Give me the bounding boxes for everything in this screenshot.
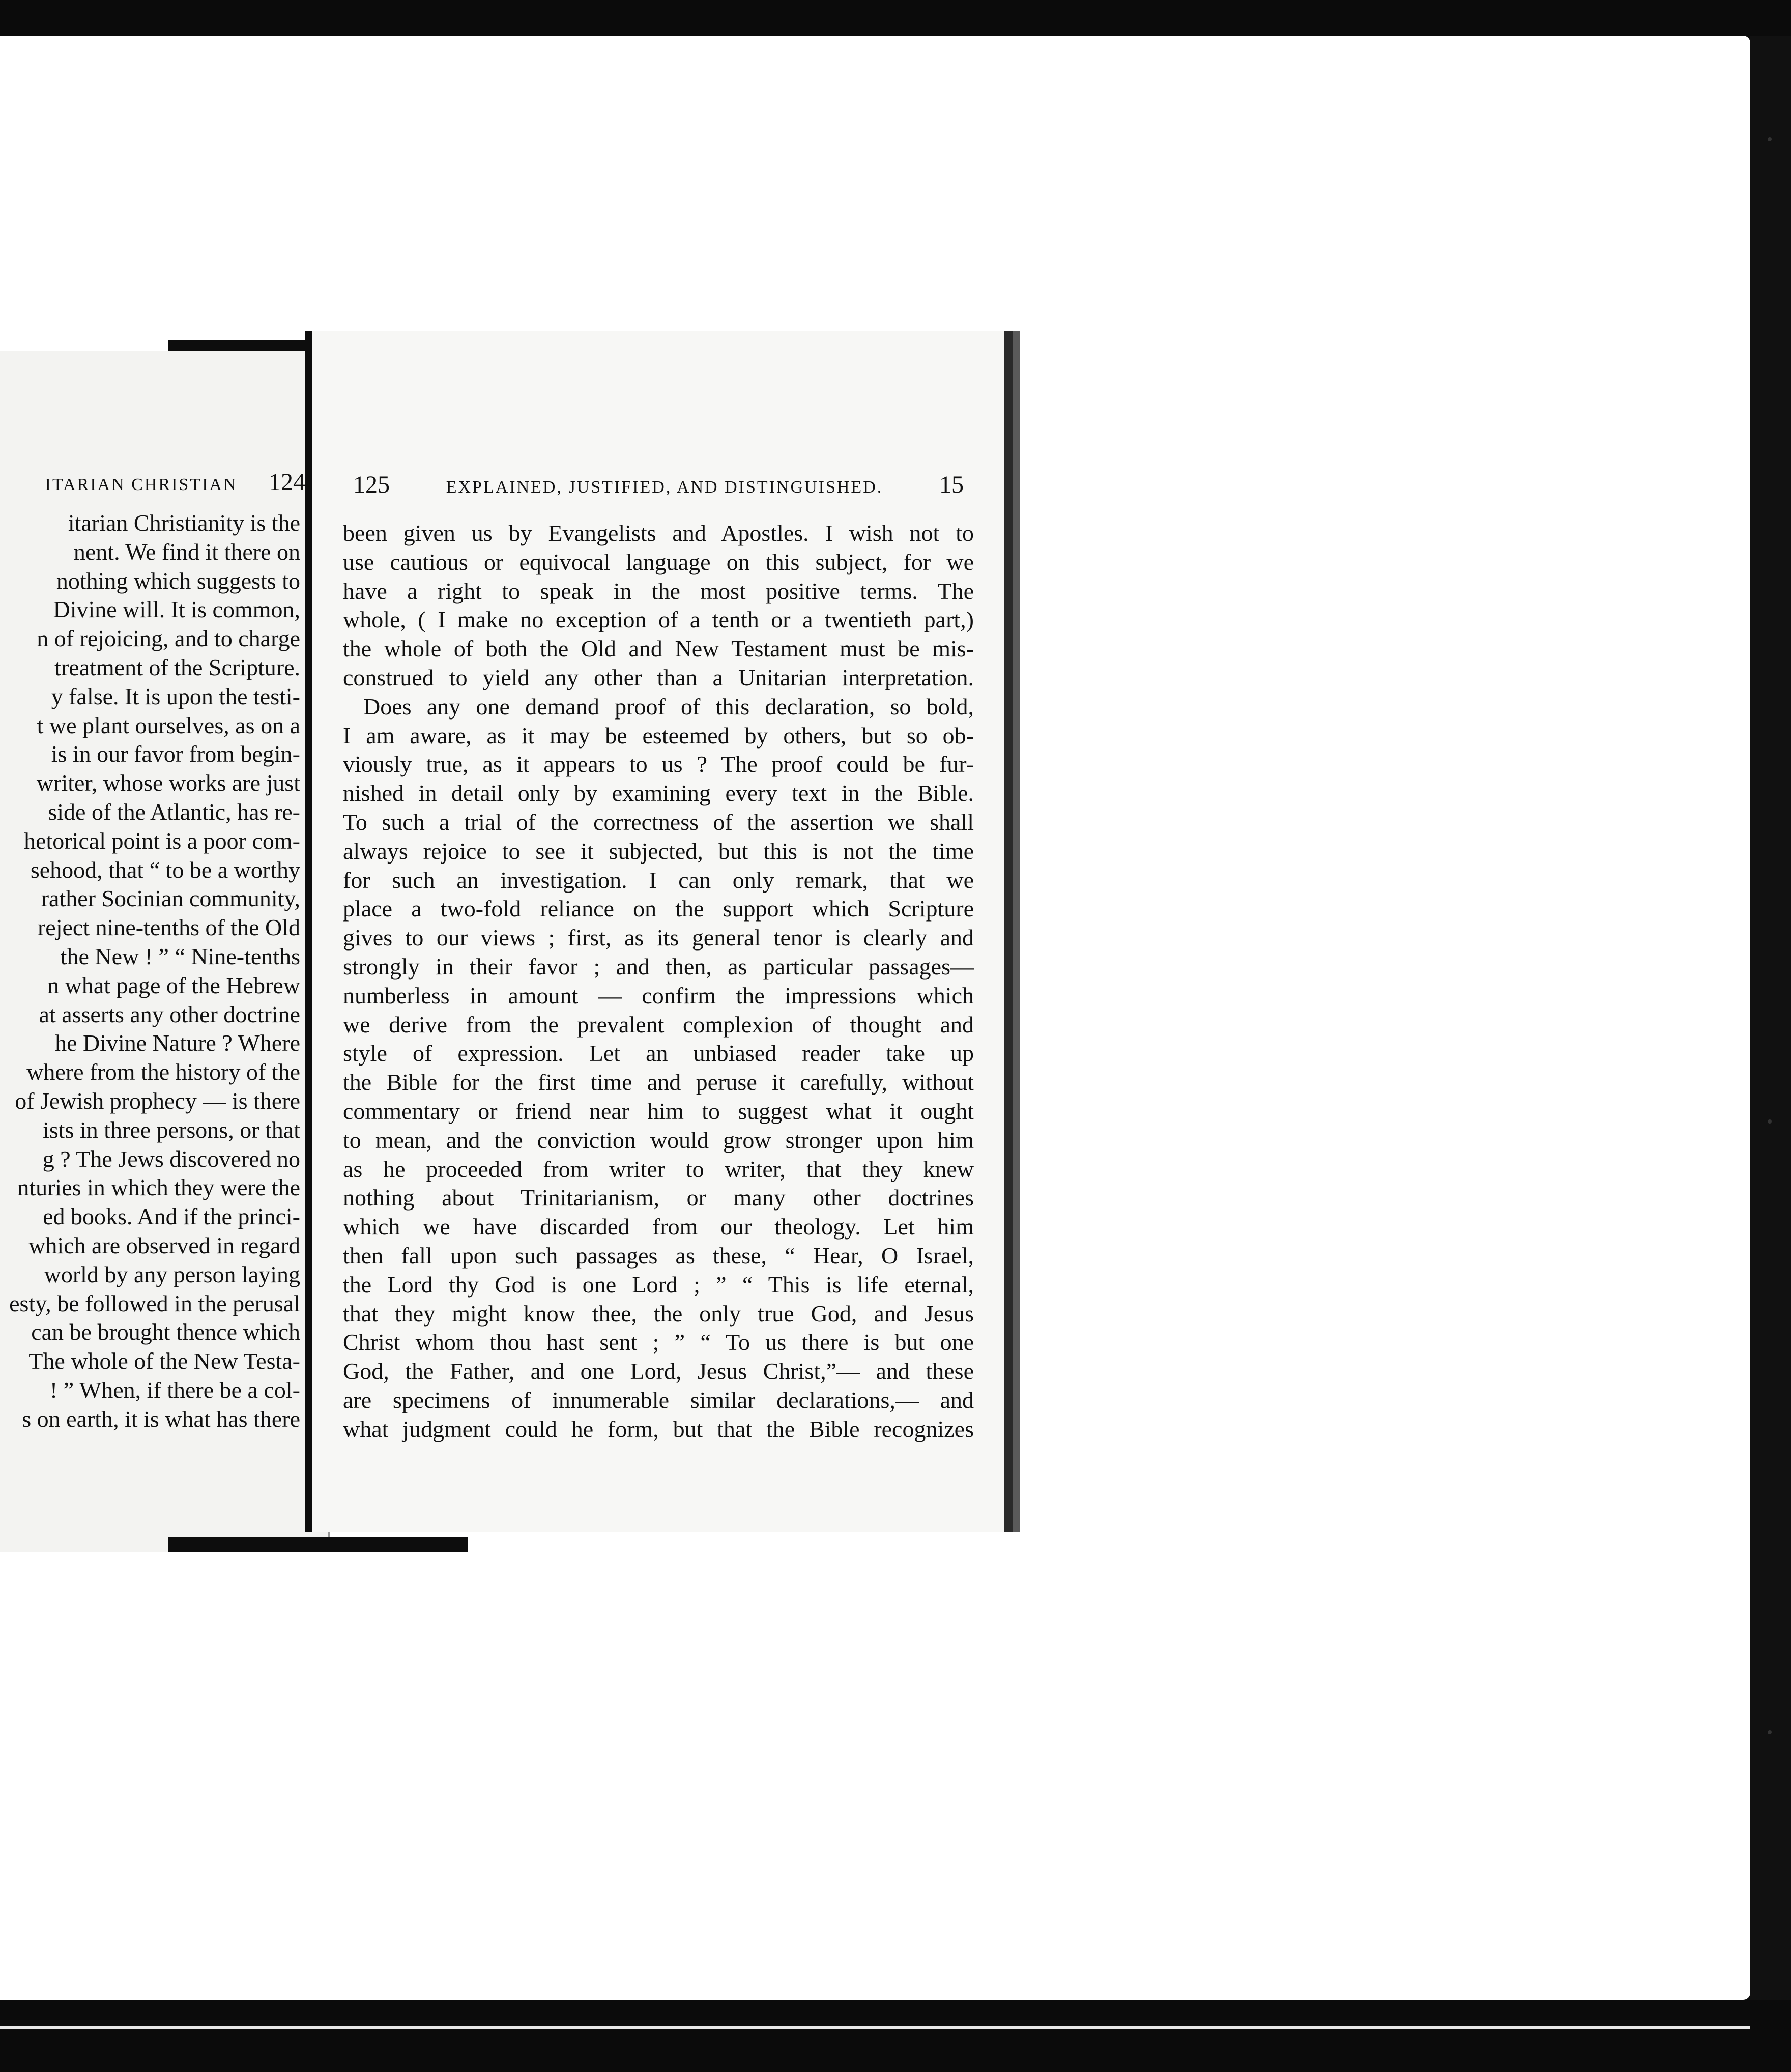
film-mark xyxy=(1768,1730,1772,1734)
text-line: rather Socinian community, xyxy=(41,885,300,912)
text-line: I am aware, as it may be esteemed by others, but so ob- xyxy=(343,722,974,749)
text-line: nothing about Trinitarianism, or many other doctrines xyxy=(343,1185,974,1211)
text-line: of Jewish prophecy — is there xyxy=(15,1087,300,1114)
right-page-text xyxy=(343,519,974,1444)
text-line: are specimens of innumerable similar declarations,— and xyxy=(343,1387,974,1413)
text-line: The whole of the New Testa- xyxy=(28,1348,300,1374)
text-line: the Bible for the first time and peruse it carefully, without xyxy=(343,1069,974,1096)
right-page xyxy=(305,331,1013,1532)
text-line: for such an investigation. I can only remark, that we xyxy=(343,867,974,893)
text-line: n what page of the Hebrew xyxy=(47,972,300,998)
text-line: place a two-fold reliance on the support which Scripture xyxy=(343,896,974,922)
right-page-number-left: 125 xyxy=(353,471,390,498)
left-page-text xyxy=(0,509,300,1434)
gutter-bottom xyxy=(168,1537,468,1552)
text-line: which are observed in regard xyxy=(28,1232,300,1258)
text-line: side of the Atlantic, has re- xyxy=(48,798,300,825)
text-line: use cautious or equivocal language on this subject, for we xyxy=(343,549,974,575)
text-line: strongly in their favor ; and then, as particular passages— xyxy=(343,953,974,980)
text-line: have a right to speak in the most positive terms. The xyxy=(343,578,974,604)
text-line: what judgment could he form, but that the Bible recognizes xyxy=(343,1416,974,1442)
text-line: he Divine Nature ? Where xyxy=(55,1030,300,1056)
text-line: gives to our views ; first, as its general tenor is clearly and xyxy=(343,925,974,951)
left-page xyxy=(0,351,330,1552)
text-line: is in our favor from begin- xyxy=(51,741,300,767)
film-sprocket-line xyxy=(0,2026,1750,2029)
film-mark xyxy=(1768,137,1772,141)
text-line: world by any person laying xyxy=(44,1261,300,1287)
film-edge-bottom xyxy=(0,2000,1791,2072)
text-line: at asserts any other doctrine xyxy=(39,1001,300,1027)
text-line: to mean, and the conviction would grow stronger upon him xyxy=(343,1127,974,1153)
text-line: Divine will. It is common, xyxy=(53,596,300,623)
text-line: To such a trial of the correctness of the assertion we shall xyxy=(343,809,974,835)
text-line: commentary or friend near him to suggest what it ought xyxy=(343,1098,974,1124)
text-line: can be brought thence which xyxy=(31,1319,300,1345)
text-line: t we plant ourselves, as on a xyxy=(37,712,300,738)
text-line: where from the history of the xyxy=(26,1059,300,1085)
text-line: the New ! ” “ Nine-tenths xyxy=(60,943,300,969)
text-line: writer, whose works are just xyxy=(36,770,300,796)
text-line: Does any one demand proof of this declaration, so bold, xyxy=(363,693,974,720)
text-line: that they might know thee, the only true God, and Jesus xyxy=(343,1300,974,1327)
text-line: Christ whom thou hast sent ; ” “ To us there is but one xyxy=(343,1329,974,1356)
text-line: treatment of the Scripture. xyxy=(54,654,300,680)
text-line: then fall upon such passages as these, “ Hear, O Israel, xyxy=(343,1242,974,1269)
right-page-number-right: 15 xyxy=(939,471,964,498)
text-line: ed books. And if the princi- xyxy=(43,1203,300,1230)
text-line: whole, ( I make no exception of a tenth or a twentieth part,) xyxy=(343,607,974,633)
text-line: s on earth, it is what has there xyxy=(22,1405,300,1432)
text-line: g ? The Jews discovered no xyxy=(42,1145,300,1172)
text-line: the whole of both the Old and New Testament must be mis- xyxy=(343,636,974,662)
text-line: esty, be followed in the perusal xyxy=(9,1290,300,1316)
text-line: God, the Father, and one Lord, Jesus Christ,”— and these xyxy=(343,1358,974,1385)
text-line: style of expression. Let an unbiased reader take up xyxy=(343,1040,974,1067)
left-running-head-title: ITARIAN CHRISTIAN xyxy=(45,475,238,494)
left-page-number: 124 xyxy=(269,469,305,496)
text-line: y false. It is upon the testi- xyxy=(51,683,300,709)
text-line: n of rejoicing, and to charge xyxy=(37,625,300,652)
text-line: construed to yield any other than a Unitarian interpretation. xyxy=(343,664,974,690)
text-line: nent. We find it there on xyxy=(73,538,300,565)
text-line: been given us by Evangelists and Apostles. I wish not to xyxy=(343,520,974,546)
right-running-head-title: EXPLAINED, JUSTIFIED, AND DISTINGUISHED. xyxy=(446,478,883,497)
text-line: numberless in amount — confirm the impressions which xyxy=(343,982,974,1009)
text-line: nothing which suggests to xyxy=(56,567,300,594)
film-mark xyxy=(1768,1119,1772,1124)
text-line: ists in three persons, or that xyxy=(43,1116,300,1143)
text-line: we derive from the prevalent complexion of thought and xyxy=(343,1011,974,1038)
right-running-head xyxy=(353,471,964,499)
text-line: itarian Christianity is the xyxy=(68,510,300,536)
text-line: as he proceeded from writer to writer, that they knew xyxy=(343,1156,974,1182)
text-line: viously true, as it appears to us ? The proof could be fur- xyxy=(343,751,974,778)
film-edge-right xyxy=(1750,36,1791,2000)
text-line: nturies in which they were the xyxy=(17,1174,300,1201)
text-line: which we have discarded from our theology. Let him xyxy=(343,1214,974,1240)
text-line: hetorical point is a poor com- xyxy=(24,827,300,854)
text-line: sehood, that “ to be a worthy xyxy=(30,856,300,883)
text-line: reject nine-tenths of the Old xyxy=(37,914,300,941)
text-line: ! ” When, if there be a col- xyxy=(49,1376,300,1403)
left-running-head xyxy=(45,468,305,496)
text-line: the Lord thy God is one Lord ; ” “ This is life eternal, xyxy=(343,1271,974,1298)
text-line: always rejoice to see it subjected, but this is not the time xyxy=(343,838,974,864)
text-line: nished in detail only by examining every text in the Bible. xyxy=(343,780,974,807)
